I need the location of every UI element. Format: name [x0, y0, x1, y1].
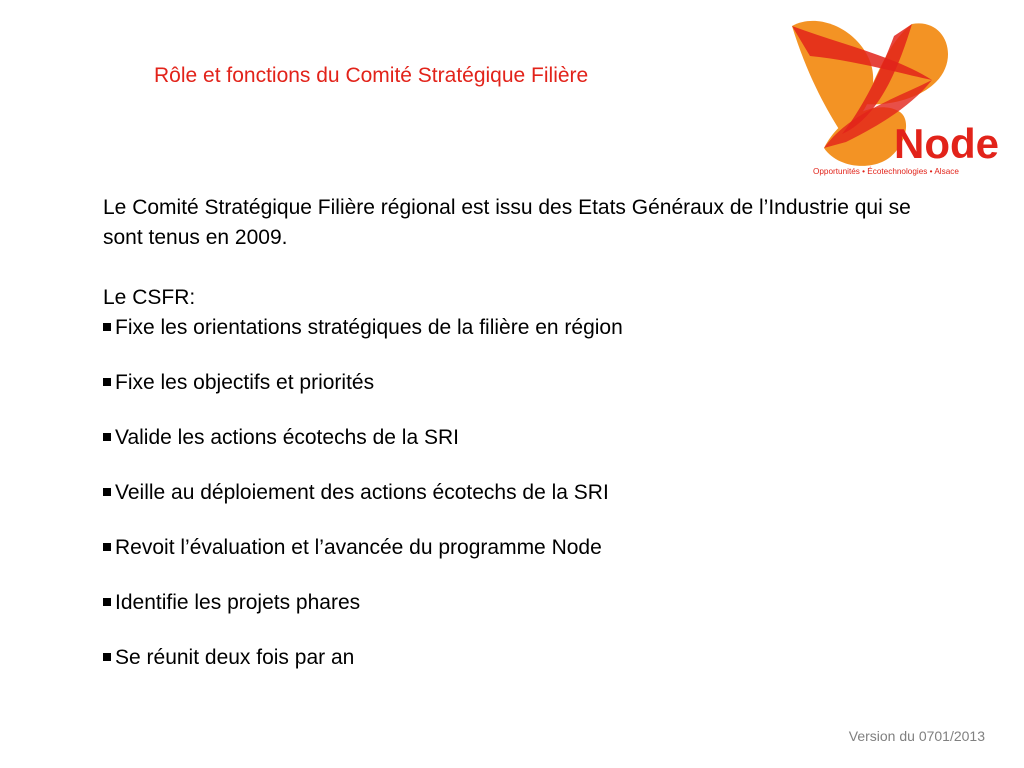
bullet-text: Revoit l’évaluation et l’avancée du programme Node	[115, 536, 602, 559]
version-footer: Version du 0701/2013	[848, 728, 985, 744]
bullet-item	[103, 533, 923, 563]
square-bullet-icon	[103, 323, 111, 331]
square-bullet-icon	[103, 598, 111, 606]
square-bullet-icon	[103, 378, 111, 386]
node-logo-tagline: Opportunités • Écotechnologies • Alsace	[813, 167, 959, 176]
intro-paragraph: Le Comité Stratégique Filière régional est issu des Etats Généraux de l’Industrie qui se sont tenus en 2009.	[103, 196, 911, 249]
bullet-text: Se réunit deux fois par an	[115, 646, 355, 669]
node-logo-graphic	[782, 16, 1004, 182]
node-logo	[782, 16, 1004, 182]
square-bullet-icon	[103, 653, 111, 661]
bullet-item	[103, 313, 923, 343]
bullet-item	[103, 423, 923, 453]
bullet-list	[103, 313, 923, 673]
square-bullet-icon	[103, 543, 111, 551]
bullet-text: Veille au déploiement des actions écotechs de la SRI	[115, 481, 609, 504]
square-bullet-icon	[103, 433, 111, 441]
bullet-item	[103, 643, 923, 673]
bullet-text: Fixe les orientations stratégiques de la filière en région	[115, 316, 623, 339]
square-bullet-icon	[103, 488, 111, 496]
bullet-item	[103, 588, 923, 618]
bullet-text: Valide les actions écotechs de la SRI	[115, 426, 459, 449]
node-logo-wordmark: Node	[894, 120, 999, 167]
slide-body	[103, 193, 923, 673]
bullet-text: Fixe les objectifs et priorités	[115, 371, 375, 394]
csfr-label: Le CSFR:	[103, 286, 196, 309]
slide-title: Rôle et fonctions du Comité Stratégique Filière	[154, 64, 589, 87]
bullet-item	[103, 478, 923, 508]
bullet-item	[103, 368, 923, 398]
bullet-text: Identifie les projets phares	[115, 591, 361, 614]
